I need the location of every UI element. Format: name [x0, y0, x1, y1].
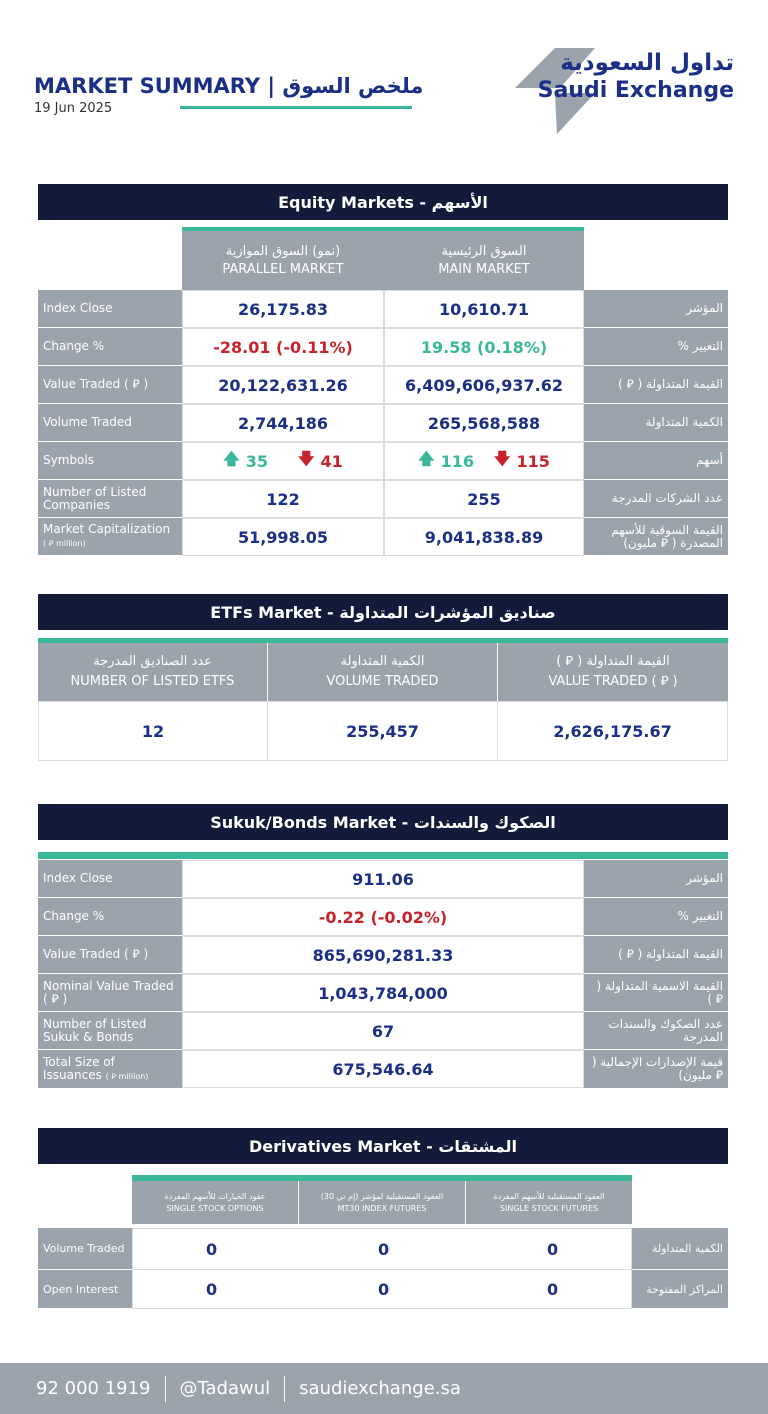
sukuk-label-ar: القيمة الاسمية المتداولة ( ⃁ ) [584, 974, 728, 1011]
derivatives-section-title: Derivatives Market - المشتقات [38, 1128, 728, 1164]
sukuk-label-en: Value Traded ( ⃁ ) [38, 936, 182, 973]
parallel-index-close: 26,175.83 [182, 290, 384, 328]
parallel-value-traded: 20,122,631.26 [182, 366, 384, 404]
sukuk-label-en [38, 1050, 182, 1088]
equity-label-en: Number of Listed Companies [38, 480, 182, 517]
main-symbols [384, 442, 584, 480]
sukuk-total-issuances: 675,546.64 [182, 1050, 584, 1088]
sukuk-nominal-value: 1,043,784,000 [182, 974, 584, 1012]
sukuk-label-ar: المؤشر [584, 860, 728, 897]
etf-col-volume: الكمية المتداولة VOLUME TRADED [268, 643, 497, 701]
parallel-market-cap: 51,998.05 [182, 518, 384, 556]
equity-label-ar: عدد الشركات المدرجة [584, 480, 728, 517]
deriv-volume-row [132, 1228, 632, 1270]
main-value-traded: 6,409,606,937.62 [384, 366, 584, 404]
parallel-volume-traded: 2,744,186 [182, 404, 384, 442]
deriv-volume-options: 0 [206, 1239, 218, 1259]
equity-label-en: Value Traded ( ⃁ ) [38, 366, 182, 403]
main-change: 19.58 (0.18%) [384, 328, 584, 366]
equity-label-ar: التغيير % [584, 328, 728, 365]
parallel-symbols [182, 442, 384, 480]
market-cap-label: Market Capitalization ( ⃁ million) [43, 522, 171, 548]
etf-col-listed: عدد الصناديق المدرجة NUMBER OF LISTED ETFS [38, 643, 267, 701]
equity-label-en: Index Close [38, 290, 182, 327]
page-title: MARKET SUMMARY | ملخص السوق [34, 74, 424, 98]
deriv-volume-index-futures: 0 [378, 1239, 390, 1259]
parallel-up-count: 35 [245, 451, 268, 471]
sukuk-change: -0.22 (-0.02%) [182, 898, 584, 936]
issuances-label: Total Size of Issuances ( ⃁ million) [43, 1054, 149, 1082]
arrow-down-icon: 🡇 [494, 448, 511, 468]
parallel-market-header [182, 227, 384, 290]
main-index-close: 10,610.71 [384, 290, 584, 328]
parallel-change: -28.01 (-0.11%) [182, 328, 384, 366]
main-market-cap: 9,041,838.89 [384, 518, 584, 556]
sukuk-label-ar: القيمة المتداولة ( ⃁ ) [584, 936, 728, 973]
deriv-volume-stock-futures: 0 [547, 1239, 559, 1259]
deriv-open-interest-row [132, 1269, 632, 1309]
parallel-market-ar: (نمو) السوق الموازية [225, 243, 341, 259]
header [0, 0, 768, 150]
footer-handle[interactable]: @Tadawul [179, 1378, 271, 1399]
sukuk-listed-count: 67 [182, 1012, 584, 1050]
arrow-up-icon: 🡅 [223, 448, 240, 468]
logo-text-ar: تداول السعودية [560, 50, 734, 76]
arrow-up-icon: 🡅 [418, 448, 435, 468]
footer-divider [165, 1376, 166, 1402]
sukuk-label-ar: التغيير % [584, 898, 728, 935]
equity-label-ar: أسهم [584, 442, 728, 479]
sukuk-label-en: Nominal Value Traded ( ⃁ ) [38, 974, 182, 1011]
deriv-col-stock-futures: العقود المستقبلية للأسهم المفردة SINGLE STOCK FUTURES [466, 1181, 632, 1224]
footer-site[interactable]: saudiexchange.sa [299, 1378, 461, 1399]
deriv-col-index-futures: العقود المستقبلية لمؤشر (إم تي 30) MT30 INDEX FUTURES [299, 1181, 465, 1224]
deriv-oi-options: 0 [206, 1279, 218, 1299]
sukuk-section-title: Sukuk/Bonds Market - الصكوك والسندات [38, 804, 728, 840]
deriv-label-en: Open Interest [38, 1270, 132, 1308]
logo-text-en: Saudi Exchange [537, 78, 734, 103]
arrow-down-icon: 🡇 [298, 448, 315, 468]
deriv-label-ar: الكمية المتداولة [632, 1228, 728, 1269]
etfs-section-title: ETFs Market - صناديق المؤشرات المتداولة [38, 594, 728, 630]
equity-label-en [38, 518, 182, 555]
parallel-down-count: 41 [320, 451, 343, 471]
sukuk-value-traded: 865,690,281.33 [182, 936, 584, 974]
footer-divider [284, 1376, 285, 1402]
equity-label-en: Change % [38, 328, 182, 365]
main-down-count: 115 [516, 451, 550, 471]
parallel-market-en: PARALLEL MARKET [222, 261, 344, 277]
etf-listed-value: 12 [38, 701, 268, 761]
equity-label-en: Volume Traded [38, 404, 182, 441]
main-market-en: MAIN MARKET [438, 261, 530, 277]
main-up-count: 116 [440, 451, 474, 471]
main-market-header [384, 227, 584, 290]
deriv-oi-index-futures: 0 [378, 1279, 390, 1299]
deriv-label-en: Volume Traded [38, 1228, 132, 1269]
equity-label-ar: القيمة السوقية للأسهم المصدرة ( ⃁ مليون) [584, 518, 728, 555]
report-date: 19 Jun 2025 [34, 101, 113, 116]
deriv-oi-stock-futures: 0 [547, 1279, 559, 1299]
deriv-label-ar: المراكز المفتوحة [632, 1270, 728, 1308]
sukuk-label-en: Change % [38, 898, 182, 935]
sukuk-label-en: Number of Listed Sukuk & Bonds [38, 1012, 182, 1049]
footer-phone[interactable]: 92 000 1919 [36, 1378, 151, 1399]
etf-col-value: القيمة المتداولة ( ⃁ ) VALUE TRADED ( ⃁ ) [498, 643, 728, 701]
equity-label-en: Symbols [38, 442, 182, 479]
equity-label-ar: المؤشر [584, 290, 728, 327]
deriv-col-options: عقود الخيارات للأسهم المفردة SINGLE STOCK OPTIONS [132, 1181, 298, 1224]
parallel-listed-companies: 122 [182, 480, 384, 518]
equity-label-ar: القيمة المتداولة ( ⃁ ) [584, 366, 728, 403]
etf-volume-value: 255,457 [267, 701, 498, 761]
equity-label-ar: الكمية المتداولة [584, 404, 728, 441]
footer [0, 1363, 768, 1414]
equity-section-title: Equity Markets - الأسهم [38, 184, 728, 220]
sukuk-label-ar: قيمة الإصدارات الإجمالية ( ⃁ مليون) [584, 1050, 728, 1088]
main-market-ar: السوق الرئيسية [441, 243, 527, 259]
main-listed-companies: 255 [384, 480, 584, 518]
main-volume-traded: 265,568,588 [384, 404, 584, 442]
etf-value-traded: 2,626,175.67 [497, 701, 728, 761]
sukuk-label-en: Index Close [38, 860, 182, 897]
sukuk-index-close: 911.06 [182, 860, 584, 898]
sukuk-label-ar: عدد الصكوك والسندات المدرجة [584, 1012, 728, 1049]
sukuk-accent [38, 852, 728, 859]
title-underline [180, 106, 412, 109]
